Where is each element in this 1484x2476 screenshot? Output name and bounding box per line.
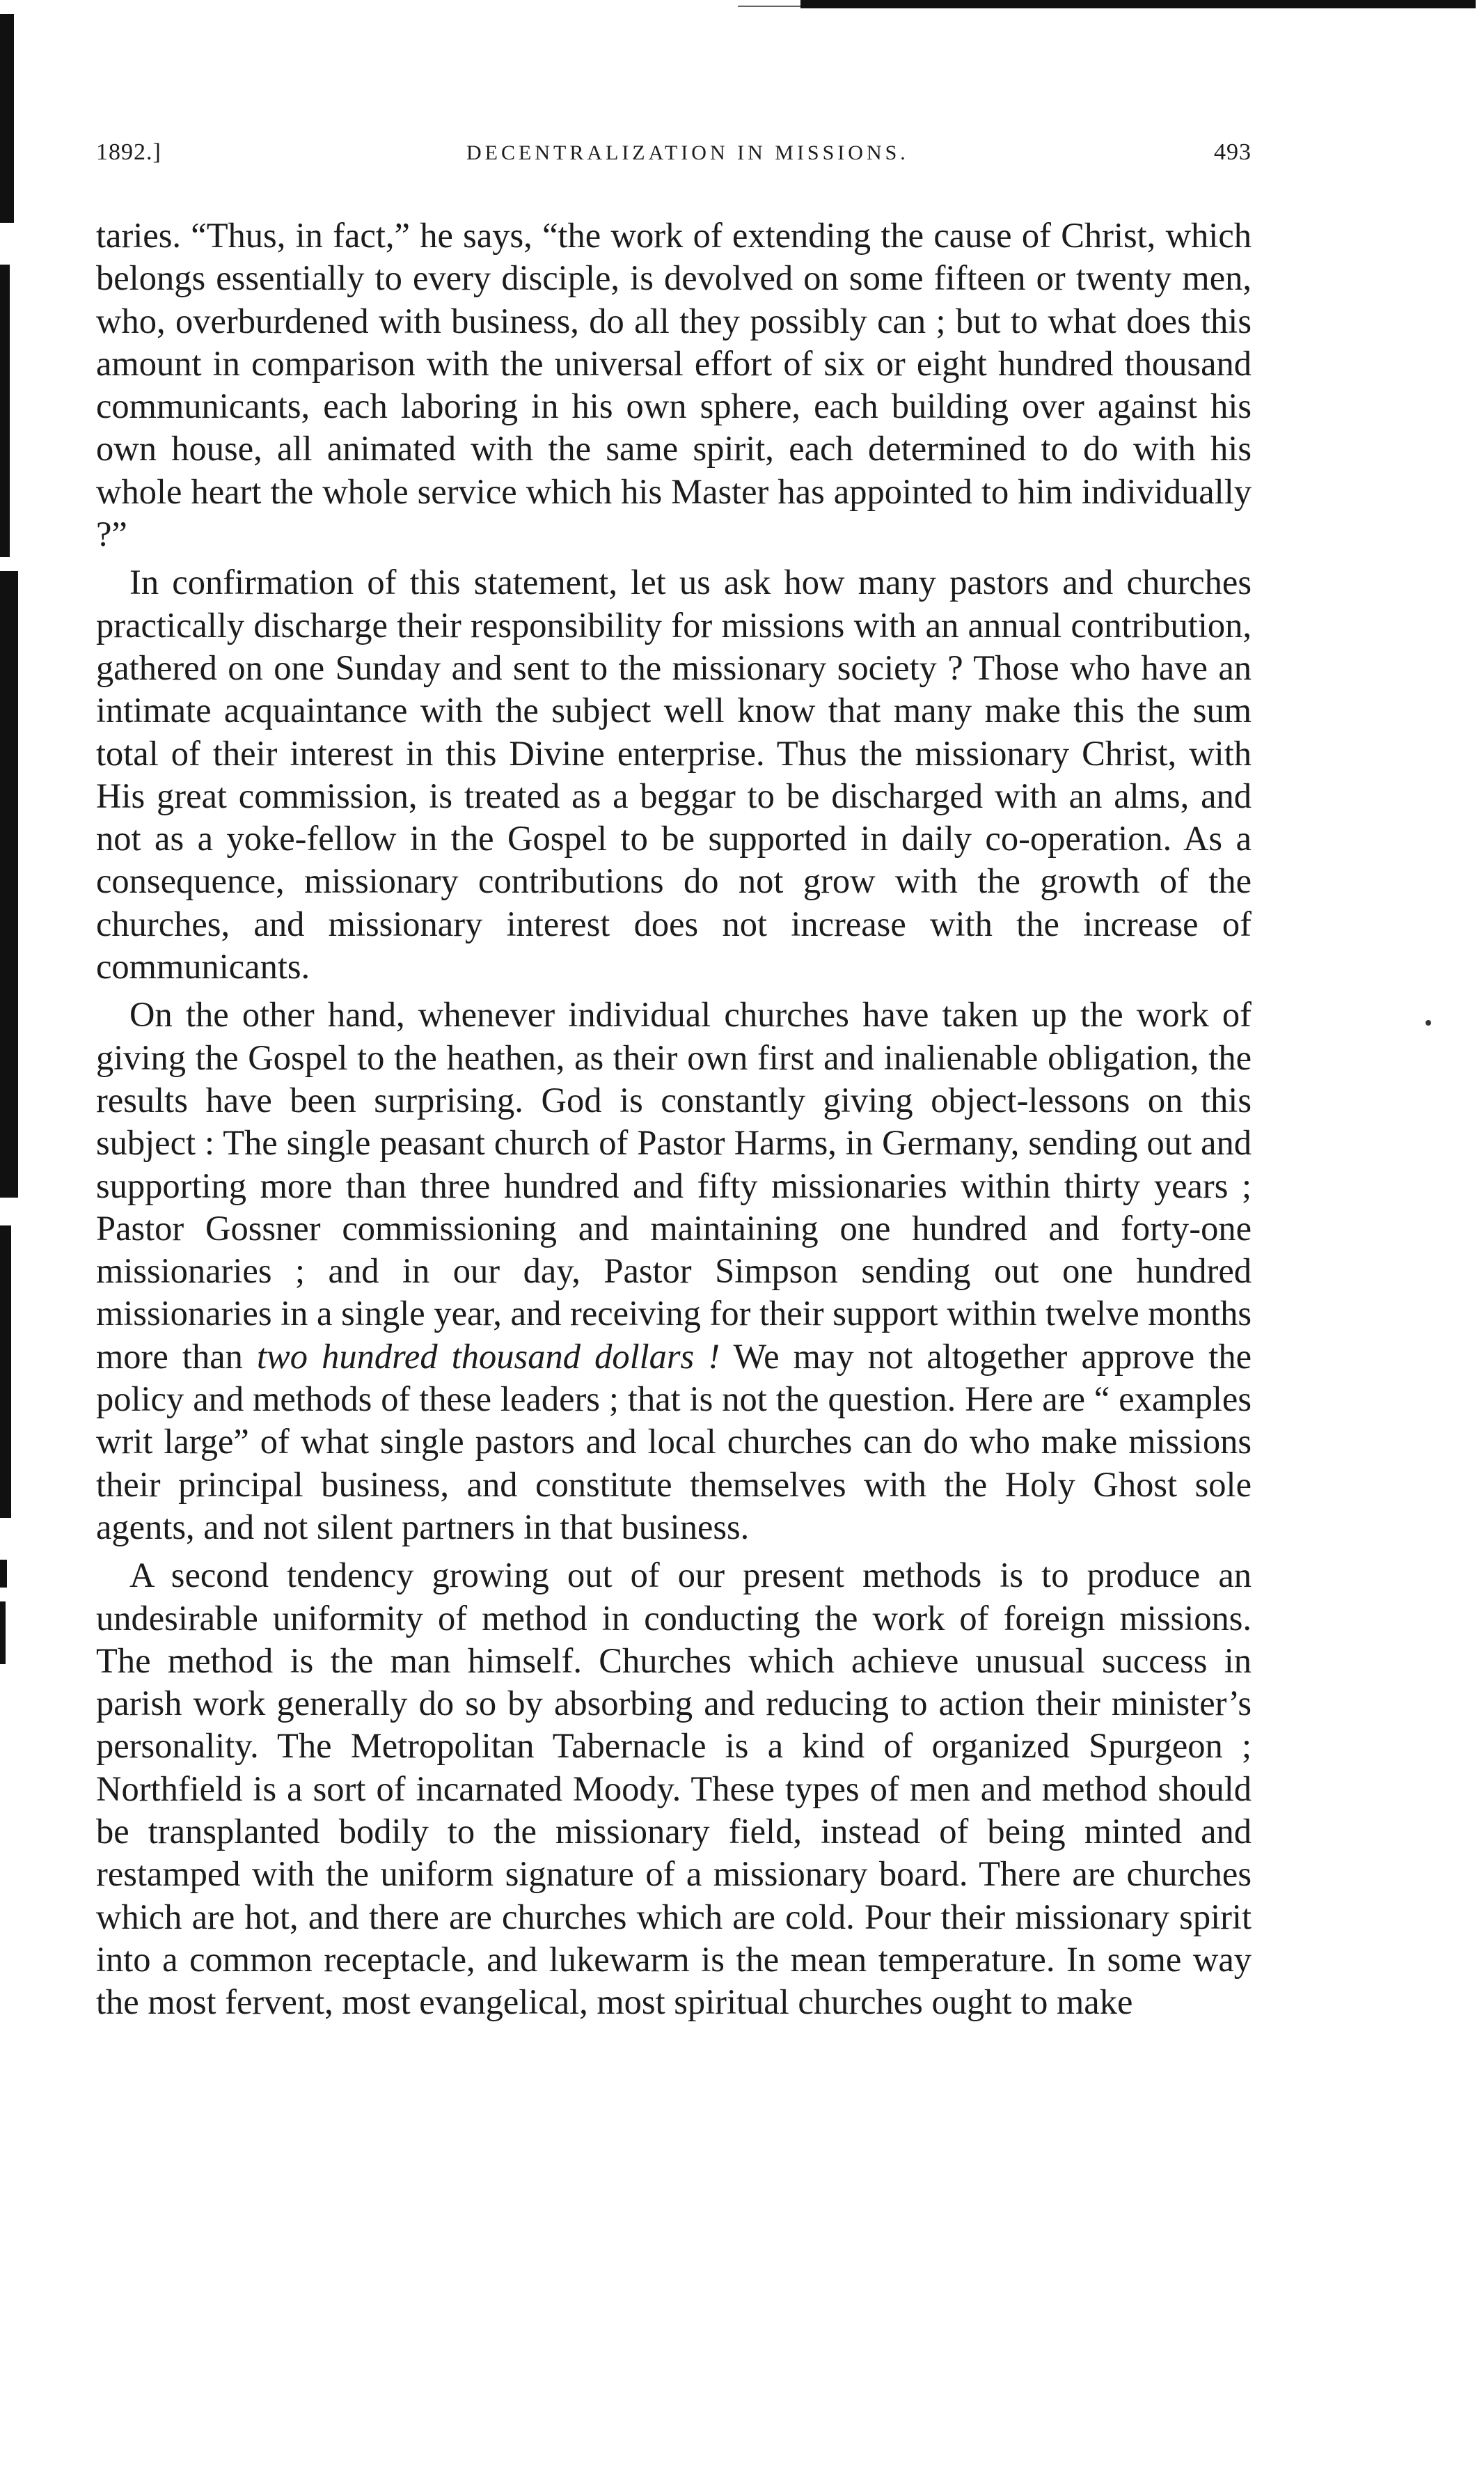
page-number: 493 (1213, 139, 1252, 165)
paragraph-3-text-a: On the other hand, whenever individual churches have taken up the work of giving the Gospel to the heathen, as their own first and inalienable obligation, the results have been surprising. God is constantly giving object-lessons on this subject : The single peasant church of Pastor Harms, in Germany, sending out and supporting more than three hundred and fifty missionaries within thirty years ; Pastor Gossner commissioning and maintaining one hundred and forty-one missionaries ; and in our day, Pastor Simpson sending out one hundred missionaries in a single year, and receiving for their support within twelve months more than (96, 995, 1252, 1376)
paragraph-3-italic: two hundred thousand dollars ! (257, 1336, 720, 1376)
page (96, 139, 1252, 2023)
paragraph-1: taries. “Thus, in fact,” he says, “the work of extending the cause of Christ, which belongs essentially to every disciple, is devolved on some fifteen or twenty men, who, overburdened with business, do all they possibly can ; but to what does this amount in comparison with the universal effort of six or eight hundred thousand communicants, each laboring in his own sphere, each building over against his own house, all animated with the same spirit, each determined to do with his whole heart the whole service which his Master has appointed to him individually ?” (96, 216, 1252, 554)
paragraph-3 (96, 994, 1252, 1549)
binding-edge (0, 0, 24, 2476)
header-year: 1892.] (96, 139, 161, 165)
top-rule (800, 0, 1476, 8)
paragraph-3-text-b: We may not altogether approve the policy and methods of these leaders ; that is not the question. Here are “ examples writ large” of what single pastors and local churches can do who make missions their principal business, and constitute themselves with the Holy Ghost sole agents, and not silent partners in that business. (96, 1336, 1252, 1546)
paragraph-2: In confirmation of this statement, let us ask how many pastors and churches practically discharge their responsibility for missions with an annual contribution, gathered on one Sunday and sent to the missionary society ? Those who have an intimate acquaintance with the subject well know that many make this the sum total of their interest in this Divine enterprise. Thus the missionary Christ, with His great commission, is treated as a beggar to be discharged with an alms, and not as a yoke-fellow in the Gospel to be supported in daily co-operation. As a consequence, missionary contributions do not grow with the growth of the churches, and missionary interest does not increase with the increase of communicants. (96, 563, 1252, 987)
margin-dot (1426, 1020, 1431, 1026)
running-head (96, 139, 1252, 181)
paragraph-4: A second tendency growing out of our present methods is to produce an undesirable uniformity of method in conducting the work of foreign missions. The method is the man himself. Churches which achieve unusual success in parish work generally do so by absorbing and reducing to action their minister’s personality. The Metropolitan Tabernacle is a kind of organized Spurgeon ; Northfield is a sort of incarnated Moody. These types of men and method should be transplanted bodily to the missionary field, instead of being minted and restamped with the uniform signature of a missionary board. There are churches which are hot, and there are churches which are cold. Pour their missionary spirit into a common receptacle, and lukewarm is the mean temperature. In some way the most fervent, most evangelical, most spiritual churches ought to make (96, 1556, 1252, 2022)
header-title: DECENTRALIZATION IN MISSIONS. (466, 141, 909, 164)
body-text (96, 214, 1252, 2023)
